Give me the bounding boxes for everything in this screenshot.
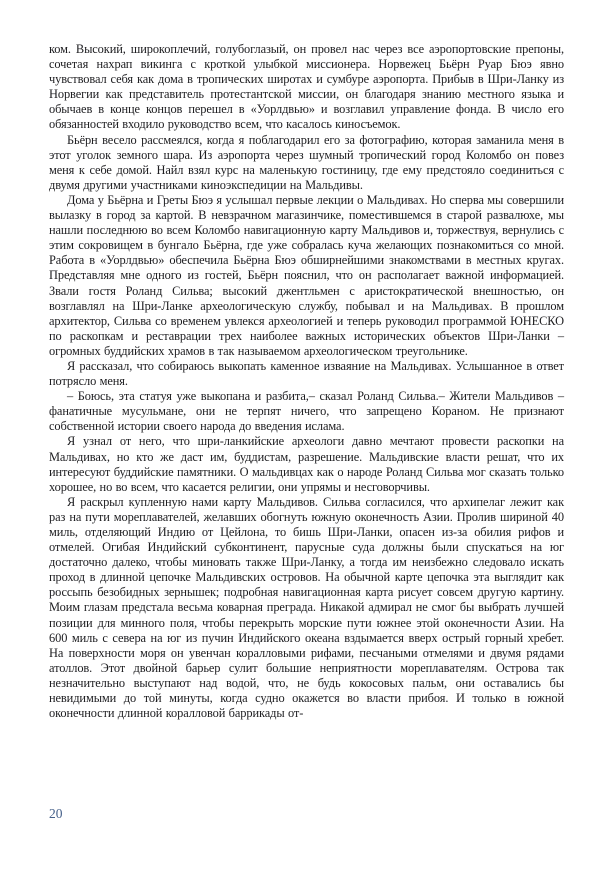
paragraph: ком. Высокий, широкоплечий, голубоглазый, он провел нас через все аэропортовские препоны, сочетая нахрап викинга с кроткой улыбкой миссионера. Норвежец Бьёрн Руар Бюэ явно чувствовал себя как дома в тропических широтах и сумбуре аэропорта. Прибыв в Шри-Ланку из Норвегии как представитель протестантской миссии, он благодаря знанию местного языка и обычаев в конце концов перешел в «Уорлдвью» и возглавил управление фонда. В число его обязанностей входило руководство всем, что касалось киносъемок. (49, 42, 564, 132)
paragraph: – Боюсь, эта статуя уже выкопана и разбита,– сказал Роланд Сильва.– Жители Мальдивов – фанатичные мусульмане, они не терпят ничего, что запрещено Кораном. Не признают собственной истории своего народа до введения ислама. (49, 389, 564, 434)
paragraph: Бьёрн весело рассмеялся, когда я поблагодарил его за фотографию, которая заманила меня в этот уголок земного шара. Из аэропорта через шумный тропический город Коломбо он повез меня к себе домой. Найл взял курс на маленькую гостиницу, где ему предстояло соединиться с двумя другими участниками киноэкспедиции на Мальдивы. (49, 132, 564, 192)
paragraph: Я раскрыл купленную нами карту Мальдивов. Сильва согласился, что архипелаг лежит как раз на пути мореплавателей, желавших обогнуть южную оконечность Азии. Пролив шириной 40 миль, отделяющий Индию от Цейлона, то бишь Шри-Ланки, опасен из-за обилия рифов и отмелей. Огибая Индийский субконтинент, парусные суда должны были спускаться на юг достаточно далеко, чтобы миновать также Шри-Ланку, а тогда им неизбежно следовало искать проход в длинной цепочке Мальдивских островов. На обычной карте цепочка эта выглядит как россыпь безобидных зернышек; подробная навигационная карта рисует совсем другую картину. Моим глазам предстала весьма коварная преграда. Никакой адмирал не смог бы выбрать лучшей позиции для минного поля, чтобы перекрыть морские пути южнее этой оконечности Азии. На 600 миль с севера на юг из пучин Индийского океана вздымается вверх острый горный хребет. На поверхности моря он увенчан коралловыми рифами, песчаными отмелями и двумя рядами атоллов. Этот двойной барьер сулит большие неприятности мореплавателям. Острова так незначительно выступают над водой, что, не будь кокосовых пальм, они оставались бы невидимыми до той минуты, когда судно окажется во власти прибоя. И только в южной оконечности длинной коралловой баррикады от- (49, 494, 564, 721)
paragraph: Дома у Бьёрна и Греты Бюэ я услышал первые лекции о Мальдивах. Но сперва мы совершили вылазку в город за картой. В невзрачном магазинчике, поместившемся в старой развалюхе, мы нашли последнюю во всем Коломбо навигационную карту Мальдивов и, торжествуя, вернулись с этим сокровищем в бунгало Бьёрна, где уже собралась куча желающих познакомиться со мной. Работа в «Уорлдвью» обеспечила Бьёрна Бюэ обширнейшими знакомствами в местных кругах. Представляя мне одного из гостей, Бьёрн пояснил, что он располагает важной информацией. Звали гостя Роланд Сильва; высокий джентльмен с аристократической внешностью, он возглавлял на Шри-Ланке археологическую службу, побывал и на Мальдивах. В прошлом архитектор, Сильва со временем увлекся археологией и теперь руководил программой ЮНЕСКО по раскопкам и реставрации трех наиболее важных исторических объектов Шри-Ланки – огромных буддийских храмов в так называемом археологическом треугольнике. (49, 192, 564, 358)
page-number: 20 (49, 806, 63, 821)
paragraph: Я рассказал, что собираюсь выкопать каменное изваяние на Мальдивах. Услышанное в ответ потрясло меня. (49, 358, 564, 389)
body-text (49, 42, 564, 721)
paragraph: Я узнал от него, что шри-ланкийские археологи давно мечтают провести раскопки на Мальдивах, но кто же даст им, буддистам, разрешение. Мальдивские власти решат, что их интересуют буддийские памятники. О мальдивцах как о народе Роланд Сильва мог сказать только хорошее, но во всем, что касается религии, они упрямы и несговорчивы. (49, 434, 564, 494)
